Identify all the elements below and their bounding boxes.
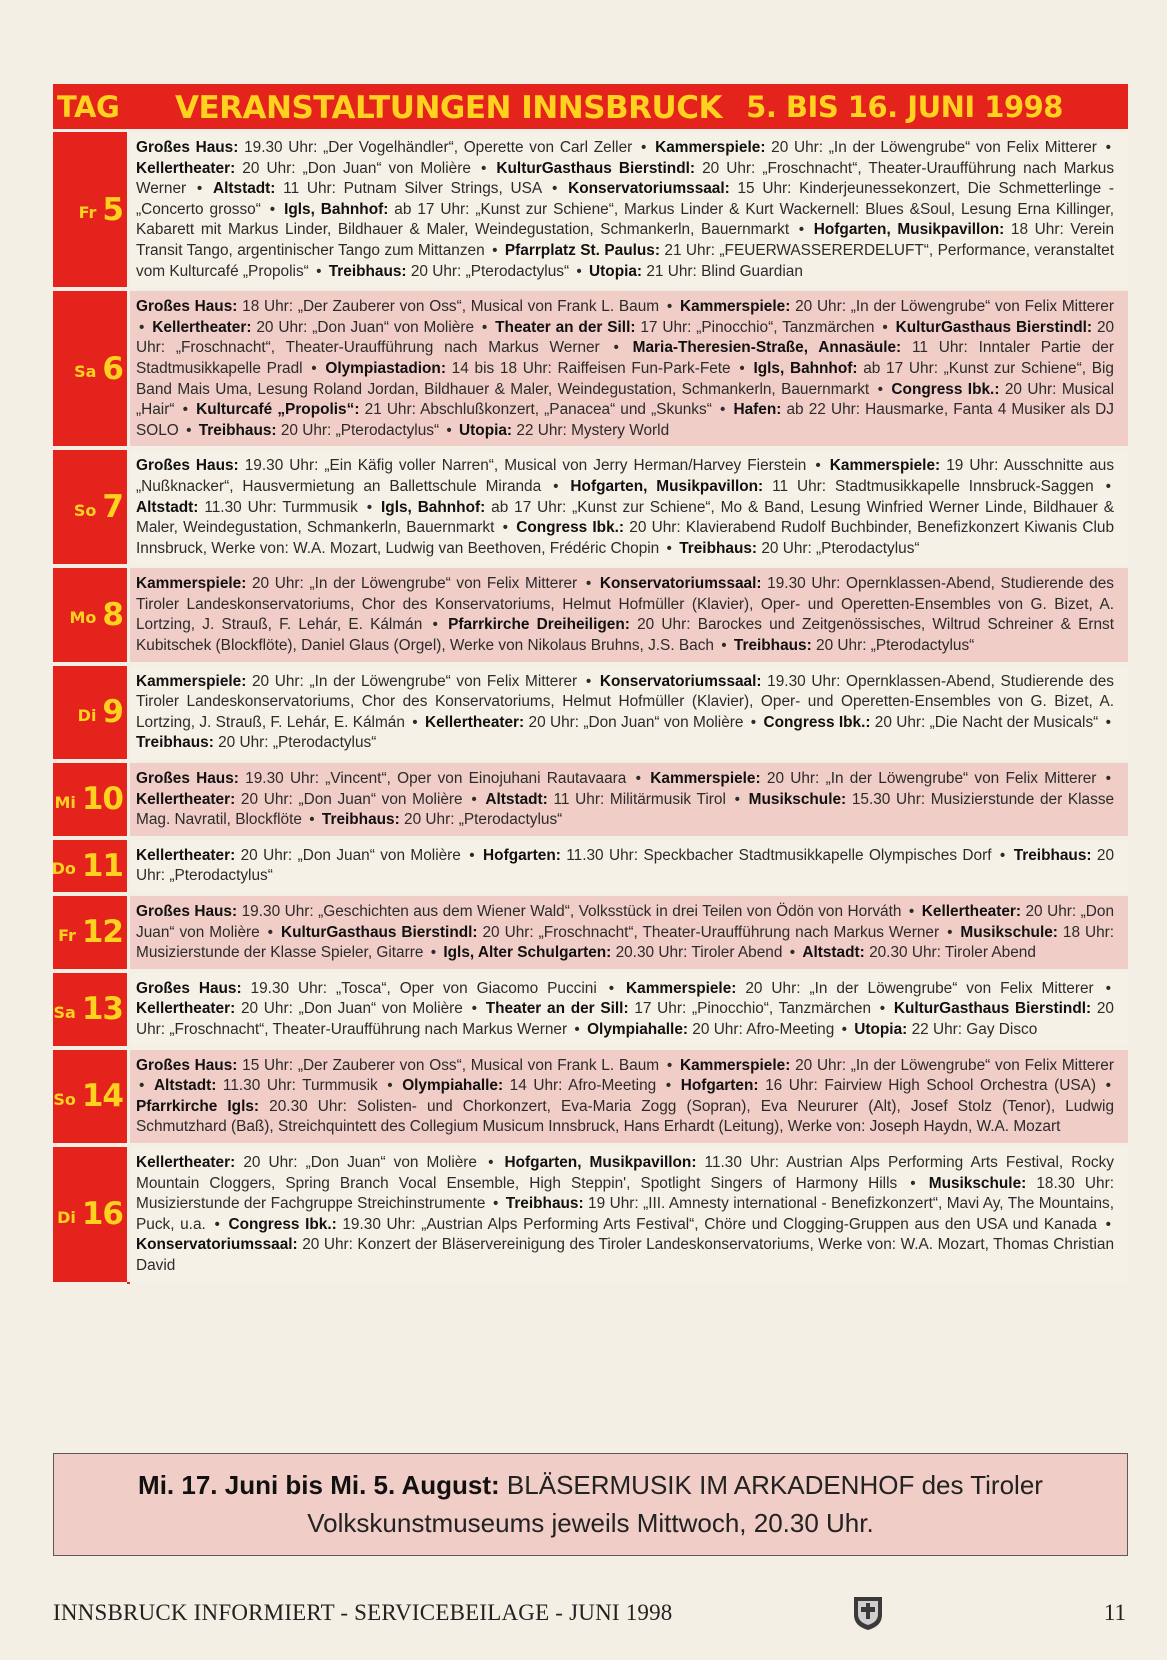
event-details: 19.30 Uhr: „Tosca“, Oper von Giacomo Puccini [250, 979, 597, 997]
event-details: 19.30 Uhr: „Austrian Alps Performing Arts Festival“, Chöre und Clogging-Gruppen aus den USA und Kanada [342, 1215, 1097, 1233]
bullet-separator: • [1105, 1077, 1111, 1095]
day-rows [53, 132, 1128, 1286]
event-details: 20 Uhr: Barockes und Zeitgenössisches, Wiltrud Schreiner & Ernst Kubitschek (Blockflöte), Daniel Glaus (Orgel), Werke von Nikolaus Bruhns, J.S. Bach [136, 616, 1115, 655]
bullet-separator: • [366, 498, 373, 516]
event-details: 20 Uhr: „Don Juan“ von Molière [240, 846, 461, 864]
event-venue: Altstadt: [153, 1077, 217, 1095]
bullet-separator: • [139, 1077, 145, 1095]
weekday: Mi [54, 792, 76, 812]
day-number: 10 [81, 781, 123, 818]
event-venue: Congress Ibk.: [763, 713, 871, 731]
event-venue: Hofgarten, Musikpavillon: [813, 221, 1005, 239]
bullet-separator: • [316, 262, 322, 280]
bullet-separator: • [1105, 139, 1111, 156]
bullet-separator: • [469, 846, 475, 864]
tag-column-heading: TAG [57, 90, 120, 124]
day-label [53, 132, 127, 291]
event-details: 20 Uhr: „Pterodactylus“ [816, 637, 975, 655]
event-details: 20 Uhr: „Don Juan“ von Molière [136, 903, 1115, 941]
notice-box [53, 1453, 1128, 1556]
day-label [53, 568, 127, 665]
event-venue: Kellertheater: [136, 846, 236, 864]
event-details: 20.30 Uhr: Tiroler Abend [869, 944, 1036, 962]
event-details: 20 Uhr: „In der Löwengrube“ von Felix Mitterer [771, 139, 1097, 156]
bullet-separator: • [908, 903, 915, 920]
event-venue: Kammerspiele: [679, 298, 791, 316]
day-events [130, 291, 1128, 450]
event-details: 11 Uhr: Putnam Silver Strings, USA [283, 180, 542, 198]
bullet-separator: • [999, 846, 1006, 864]
weekday: Di [77, 705, 97, 725]
event-venue: Treibhaus: [328, 262, 407, 280]
bullet-separator: • [882, 318, 888, 336]
event-venue: Igls, Bahnhof: [753, 359, 858, 377]
bullet-separator: • [267, 923, 274, 941]
event-details: ab 17 Uhr: „Kunst zur Schiene“, Big Band Mais Uma, Lesung Roland Jordan, Bildhauer & Maler, Weindegustation, Schmankerln, Bauernmarkt [136, 359, 1114, 398]
weekday: Sa [53, 1002, 76, 1022]
event-venue: Pfarrkirche Igls: [136, 1097, 260, 1115]
bullet-separator: • [1105, 979, 1112, 997]
event-venue: Kellertheater: [921, 903, 1022, 920]
bullet-separator: • [471, 790, 477, 808]
event-details: 18 Uhr: „Der Zauberer von Oss“, Musical von Frank L. Baum [242, 298, 660, 316]
day-events [130, 1050, 1128, 1147]
event-venue: Olympiahalle: [587, 1020, 689, 1038]
event-venue: Utopia: [854, 1020, 908, 1038]
event-venue: Theater an der Sill: [485, 1000, 629, 1018]
event-venue: Musikschule: [960, 923, 1058, 941]
event-venue: Igls, Bahnhof: [381, 498, 486, 516]
event-details: 17 Uhr: „Pinocchio“, Tanzmärchen [640, 318, 875, 336]
bullet-separator: • [214, 1215, 220, 1233]
bullet-separator: • [666, 1056, 673, 1074]
event-details: 11 Uhr: Militärmusik Tirol [553, 790, 726, 808]
bullet-separator: • [815, 457, 821, 475]
bullet-separator: • [666, 539, 672, 557]
event-venue: Kulturcafé „Propolis“: [196, 401, 360, 419]
event-venue: Kammerspiele: [626, 979, 737, 997]
event-venue: Hofgarten: [680, 1077, 759, 1095]
event-details: 19.30 Uhr: „Der Vogelhändler“, Operette von Carl Zeller [244, 139, 633, 156]
event-details: 20 Uhr: „Froschnacht“, Theater-Uraufführung nach Markus Werner [136, 159, 1115, 198]
event-details: 14 bis 18 Uhr: Raiffeisen Fun-Park-Fete [451, 359, 731, 377]
event-details: 19.30 Uhr: Opernklassen-Abend, Studierende des Tiroler Landeskonservatoriums, Chor des Konservatoriums, Helmut Hofmüller (Klavier), Oper- und Operetten-Ensembles von G. Bizet, A. Lortzing, J. Strauß, F. Lehár, E. Kálmán [136, 575, 1114, 634]
event-venue: Igls, Alter Schulgarten: [443, 944, 612, 962]
day-number: 9 [102, 694, 123, 731]
day-row [53, 973, 1128, 1050]
bullet-separator: • [585, 575, 592, 593]
event-details: ab 17 Uhr: „Kunst zur Schiene“, Mo & Band, Lesung Winfried Werner Linde, Bildhauer & Maler, Weindegustation, Schmankerln, Bauernmarkt [136, 498, 1115, 537]
event-details: 22 Uhr: Mystery World [516, 421, 670, 439]
bullet-separator: • [750, 713, 757, 731]
event-venue: Treibhaus: [321, 811, 400, 829]
day-number: 13 [81, 991, 123, 1028]
event-venue: Maria-Theresien-Straße, Annasäule: [632, 339, 902, 357]
event-venue: Musikschule: [748, 790, 847, 808]
bullet-separator: • [734, 790, 740, 808]
event-venue: Treibhaus: [505, 1195, 584, 1213]
day-row [53, 1147, 1128, 1286]
bullet-separator: • [635, 770, 641, 788]
event-venue: KulturGasthaus Bierstindl: [895, 318, 1093, 336]
day-number: 7 [102, 489, 123, 526]
event-details: 20.30 Uhr: Solisten- und Chorkonzert, Eva-Maria Zogg (Sopran), Eva Neururer (Alt), Josef Stolz (Tenor), Ludwig Schmutzhard (Baß), Streichquintett des Collegium Musicum Innsbruck, Hans Erhardt (Leitung), Werke von: Joseph Haydn, W.A. Mozart [136, 1097, 1114, 1136]
bullet-separator: • [553, 477, 559, 495]
event-venue: KulturGasthaus Bierstindl: [281, 923, 478, 941]
event-details: 11.30 Uhr: Turmmusik [222, 1077, 378, 1095]
event-venue: Altstadt: [213, 180, 276, 198]
event-venue: Kellertheater: [136, 790, 236, 808]
day-row [53, 763, 1128, 840]
event-details: 20 Uhr: „Don Juan“ von Molière [243, 1153, 477, 1171]
bullet-separator: • [841, 1020, 847, 1038]
event-venue: Pfarrkirche Dreiheiligen: [448, 616, 630, 634]
event-details: 21 Uhr: „FEUERWASSERERDELUFT“, Performance, veranstaltet vom Kulturcafé „Propolis“ [136, 241, 1114, 280]
event-details: 17 Uhr: „Pinocchio“, Tanzmärchen [634, 1000, 872, 1018]
event-details: 21 Uhr: Blind Guardian [646, 262, 803, 280]
bullet-separator: • [721, 637, 727, 655]
bullet-separator: • [186, 421, 192, 439]
event-venue: Konservatoriumssaal: [599, 672, 762, 690]
day-label [53, 666, 127, 763]
bullet-separator: • [309, 811, 315, 829]
day-number: 5 [102, 191, 123, 228]
event-details: 20 Uhr: Musical „Hair“ [136, 380, 1115, 419]
bullet-separator: • [719, 401, 726, 419]
day-number: 6 [102, 350, 123, 387]
event-venue: Igls, Bahnhof: [284, 200, 389, 218]
day-row [53, 450, 1128, 568]
event-details: 20 Uhr: „Don Juan“ von Molière [242, 159, 471, 177]
event-venue: Utopia: [589, 262, 643, 280]
event-venue: Hofgarten, Musikpavillon: [570, 477, 764, 495]
bullet-separator: • [446, 421, 452, 439]
day-row [53, 666, 1128, 763]
event-details: 20 Uhr: „Don Juan“ von Molière [256, 318, 475, 336]
event-venue: Congress Ibk.: [891, 380, 1000, 398]
event-details: 15.30 Uhr: Musizierstunde der Klasse Mag. Navratil, Blockflöte [136, 790, 1115, 829]
event-venue: Hafen: [733, 401, 782, 419]
event-venue: Großes Haus: [136, 457, 239, 475]
event-details: 20 Uhr: „Froschnacht“, Theater-Uraufführung nach Markus Werner [136, 1000, 1114, 1038]
event-venue: Altstadt: [802, 944, 865, 962]
event-details: 20.30 Uhr: Tiroler Abend [615, 944, 783, 962]
day-row [53, 132, 1128, 291]
event-venue: Olympiahalle: [402, 1077, 504, 1095]
day-events [130, 1147, 1128, 1286]
event-venue: Congress Ibk.: [228, 1215, 337, 1233]
day-events [130, 568, 1128, 665]
event-details: 20 Uhr: Klavierabend Rudolf Buchbinder, Benefizkonzert Kiwanis Club Innsbruck, Werke von: W.A. Mozart, Ludwig van Beethoven, Frédéric Chopin [136, 519, 1115, 557]
event-details: 19 Uhr: „III. Amnesty international - Benefizkonzert“, Mavi Ay, The Mountains, Puck, u.a. [136, 1195, 1114, 1233]
event-venue: Musikschule: [928, 1174, 1027, 1192]
event-venue: Kammerspiele: [136, 672, 247, 690]
event-details: 20 Uhr: Afro-Meeting [692, 1020, 835, 1038]
day-label [53, 896, 127, 973]
event-details: 18 Uhr: Musizierstunde der Klasse Spieler, Gitarre [136, 923, 1115, 962]
day-label [53, 763, 127, 840]
event-details: ab 17 Uhr: „Kunst zur Schiene“, Markus Linder & Kurt Wackernell: Blues &Soul, Lesung Erna Killinger, Kabarett mit Markus Linder, Bildhauer & Maler, Weindegustation, Schmankerln, Bauernmarkt [136, 200, 1114, 239]
bullet-separator: • [608, 979, 615, 997]
page-number: 11 [1103, 1600, 1126, 1625]
bullet-separator: • [585, 672, 592, 690]
day-number: 11 [81, 847, 123, 884]
event-venue: KulturGasthaus Bierstindl: [893, 1000, 1092, 1018]
day-events [130, 763, 1128, 840]
event-venue: KulturGasthaus Bierstindl: [496, 159, 696, 177]
day-events [130, 896, 1128, 973]
weekday: Do [51, 859, 76, 879]
event-details: 20 Uhr: „In der Löwengrube“ von Felix Mitterer [766, 770, 1097, 788]
event-details: 19.30 Uhr: „Geschichten aus dem Wiener Wald“, Volksstück in drei Teilen von Ödön von Horváth [241, 903, 902, 920]
event-details: 22 Uhr: Gay Disco [911, 1020, 1038, 1038]
bullet-separator: • [798, 221, 805, 239]
bullet-separator: • [492, 1195, 499, 1213]
event-venue: Olympiastadion: [325, 359, 446, 377]
day-row [53, 840, 1128, 896]
event-details: 20 Uhr: „In der Löwengrube“ von Felix Mitterer [745, 979, 1094, 997]
weekday: So [73, 500, 97, 520]
event-details: 20 Uhr: „Pterodactylus“ [761, 539, 920, 557]
event-details: 19.30 Uhr: „Vincent“, Oper von Einojuhani Rautavaara [245, 770, 627, 788]
event-details: 18 Uhr: Verein Transit Tango, argentinischer Tango zum Mittanzen [136, 221, 1115, 259]
bullet-separator: • [910, 1174, 916, 1192]
notice-date: Mi. 17. Juni bis Mi. 5. August: [138, 1470, 500, 1500]
bullet-separator: • [488, 1153, 494, 1171]
day-label [53, 450, 127, 568]
event-details: 16 Uhr: Fairview High School Orchestra (USA) [765, 1077, 1097, 1095]
day-number: 14 [81, 1078, 123, 1115]
day-label [53, 1050, 127, 1147]
day-events [130, 450, 1128, 568]
day-events [130, 840, 1128, 896]
event-details: 20 Uhr: „Pterodactylus“ [218, 734, 377, 752]
event-venue: Konservatoriumssaal: [568, 180, 730, 198]
event-details: 20 Uhr: „Pterodactylus“ [280, 421, 440, 439]
day-label [53, 840, 127, 896]
events-table [53, 84, 1128, 1284]
day-number: 12 [81, 914, 123, 951]
event-venue: Treibhaus: [1013, 846, 1092, 864]
event-venue: Utopia: [459, 421, 513, 439]
bullet-separator: • [502, 519, 508, 537]
event-details: 18.30 Uhr: Musizierstunde der Fachgruppe Streichinstrumente [136, 1174, 1114, 1213]
event-venue: Altstadt: [485, 790, 548, 808]
event-venue: Großes Haus: [136, 770, 239, 788]
event-details: 20 Uhr: „In der Löwengrube“ von Felix Mitterer [252, 672, 578, 690]
bullet-separator: • [576, 262, 582, 280]
event-details: 11.30 Uhr: Austrian Alps Performing Arts Festival, Rocky Mountain Cloggers, Spring Branch Vocal Ensemble, High Steppin', Spotlight Singers of Harmony Hills [136, 1153, 1114, 1192]
bullet-separator: • [311, 359, 317, 377]
event-venue: Konservatoriumssaal: [599, 575, 762, 593]
weekday: Fr [78, 203, 97, 223]
date-range: 5. BIS 16. JUNI 1998 [746, 90, 1063, 124]
event-details: 20 Uhr: „In der Löwengrube“ von Felix Mitterer [795, 298, 1114, 316]
event-details: 20 Uhr: „Pterodactylus“ [404, 811, 563, 829]
event-details: 11.30 Uhr: Speckbacher Stadtmusikkapelle Olympisches Dorf [566, 846, 992, 864]
day-events [130, 132, 1128, 291]
event-venue: Kammerspiele: [829, 457, 941, 475]
weekday: Di [57, 1207, 76, 1227]
event-venue: Treibhaus: [198, 421, 277, 439]
event-details: 20 Uhr: „Don Juan“ von Molière [240, 790, 463, 808]
event-venue: Konservatoriumssaal: [136, 1236, 298, 1254]
event-venue: Kellertheater: [424, 713, 525, 731]
event-details: 15 Uhr: Kinderjeunessekonzert, Die Schmetterlinge - „Concerto grosso“ [136, 180, 1114, 218]
bullet-separator: • [789, 944, 796, 962]
bullet-separator: • [574, 1020, 580, 1038]
bullet-separator: • [877, 380, 884, 398]
event-details: 11 Uhr: Stadtmusikkapelle Innsbruck-Saggen [772, 477, 1094, 495]
event-details: 20 Uhr: „In der Löwengrube“ von Felix Mitterer [252, 575, 578, 593]
event-details: 20 Uhr: „Die Nacht der Musicals“ [874, 713, 1099, 731]
event-venue: Großes Haus: [136, 1056, 238, 1074]
event-details: 20 Uhr: „Don Juan“ von Molière [240, 1000, 463, 1018]
event-venue: Kammerspiele: [136, 575, 247, 593]
bullet-separator: • [432, 616, 438, 634]
event-venue: Großes Haus: [136, 979, 242, 997]
bullet-separator: • [1105, 477, 1112, 495]
event-details: 20 Uhr: „In der Löwengrube“ von Felix Mitterer [795, 1056, 1114, 1074]
bullet-separator: • [269, 200, 276, 218]
event-venue: Kellertheater: [136, 159, 236, 177]
event-venue: Treibhaus: [733, 637, 812, 655]
event-venue: Kammerspiele: [655, 139, 766, 156]
bullet-separator: • [1105, 1215, 1112, 1233]
bullet-separator: • [640, 139, 647, 156]
event-venue: Altstadt: [136, 498, 199, 516]
event-venue: Kammerspiele: [650, 770, 761, 788]
bullet-separator: • [471, 1000, 477, 1018]
event-venue: Kellertheater: [136, 1153, 236, 1171]
event-venue: Treibhaus: [136, 734, 214, 752]
event-venue: Großes Haus: [136, 139, 239, 156]
event-details: 20 Uhr: Konzert der Bläservereinigung des Tiroler Landeskonservatoriums, Werke von: W.A. Mozart, Thomas Christian David [136, 1236, 1114, 1274]
event-venue: Hofgarten: [483, 846, 561, 864]
event-details: 20 Uhr: „Froschnacht“, Theater-Uraufführung nach Markus Werner [136, 318, 1115, 357]
event-venue: Congress Ibk.: [516, 519, 625, 537]
page-title: VERANSTALTUNGEN INNSBRUCK [175, 90, 722, 126]
event-venue: Hofgarten, Musikpavillon: [504, 1153, 697, 1171]
table-header [53, 84, 1128, 129]
bullet-separator: • [666, 298, 673, 316]
weekday: So [53, 1089, 76, 1109]
event-venue: Großes Haus: [136, 298, 238, 316]
event-details: 20 Uhr: „Pterodactylus“ [136, 846, 1115, 885]
event-venue: Pfarrplatz St. Paulus: [504, 241, 660, 259]
notice-text: BLÄSERMUSIK IM ARKADENHOF des Tiroler Volkskunstmuseums jeweils Mittwoch, 20.30 Uhr. [307, 1470, 1043, 1538]
day-events [130, 666, 1128, 763]
event-details: 19.30 Uhr: Opernklassen-Abend, Studierende des Tiroler Landeskonservatoriums, Chor des Konservatoriums, Helmut Hofmüller (Klavier), Oper- und Operetten-Ensembles von G. Bizet, A. Lortzing, J. Strauß, F. Lehár, E. Kálmán [136, 672, 1114, 731]
bullet-separator: • [387, 1077, 393, 1095]
event-venue: Kammerspiele: [679, 1056, 791, 1074]
bullet-separator: • [182, 401, 188, 419]
event-details: 15 Uhr: „Der Zauberer von Oss“, Musical von Frank L. Baum [242, 1056, 660, 1074]
day-number: 16 [81, 1196, 123, 1233]
weekday: Fr [58, 925, 76, 945]
event-venue: Großes Haus: [136, 903, 238, 920]
day-row [53, 291, 1128, 450]
bullet-separator: • [1105, 770, 1112, 788]
day-label [53, 291, 127, 450]
event-venue: Kellertheater: [136, 1000, 236, 1018]
event-venue: Kellertheater: [152, 318, 252, 336]
bullet-separator: • [481, 318, 488, 336]
bullet-separator: • [665, 1077, 672, 1095]
bullet-separator: • [412, 713, 418, 731]
event-venue: Treibhaus: [679, 539, 758, 557]
bullet-separator: • [480, 159, 487, 177]
bullet-separator: • [430, 944, 437, 962]
bullet-separator: • [552, 180, 558, 198]
event-details: ab 22 Uhr: Hausmarke, Fanta 4 Musiker als DJ SOLO [136, 401, 1114, 439]
day-row [53, 568, 1128, 665]
bullet-separator: • [139, 318, 145, 336]
event-details: 11.30 Uhr: Turmmusik [204, 498, 358, 516]
event-details: 19 Uhr: Ausschnitte aus „Nußknacker“, Hausvermietung an Ballettschule Miranda [136, 457, 1115, 495]
day-row [53, 1050, 1128, 1147]
event-details: 21 Uhr: Abschlußkonzert, „Panacea“ und „Skunks“ [364, 401, 712, 419]
city-crest-icon [852, 1595, 884, 1631]
day-events [130, 973, 1128, 1050]
event-details: 20 Uhr: „Pterodactylus“ [410, 262, 570, 280]
bullet-separator: • [879, 1000, 886, 1018]
bullet-separator: • [196, 180, 203, 198]
weekday: Mo [69, 608, 97, 628]
footer-publication: INNSBRUCK INFORMIERT - SERVICEBEILAGE - JUNI 1998 [53, 1600, 673, 1625]
event-details: 11 Uhr: Inntaler Partie der Stadtmusikkapelle Pradl [136, 339, 1114, 377]
day-label [53, 1147, 127, 1286]
bullet-separator: • [1105, 713, 1111, 731]
day-row [53, 896, 1128, 973]
event-details: 14 Uhr: Afro-Meeting [509, 1077, 657, 1095]
bullet-separator: • [492, 241, 498, 259]
event-details: 20 Uhr: „Don Juan“ von Molière [528, 713, 744, 731]
day-number: 8 [102, 596, 123, 633]
weekday: Sa [74, 362, 97, 382]
bullet-separator: • [613, 339, 619, 357]
event-venue: Theater an der Sill: [495, 318, 636, 336]
event-details: 20 Uhr: „Froschnacht“, Theater-Uraufführung nach Markus Werner [482, 923, 940, 941]
day-label [53, 973, 127, 1050]
bullet-separator: • [739, 359, 745, 377]
event-details: 19.30 Uhr: „Ein Käfig voller Narren“, Musical von Jerry Herman/Harvey Fierstein [244, 457, 807, 475]
bullet-separator: • [947, 923, 953, 941]
